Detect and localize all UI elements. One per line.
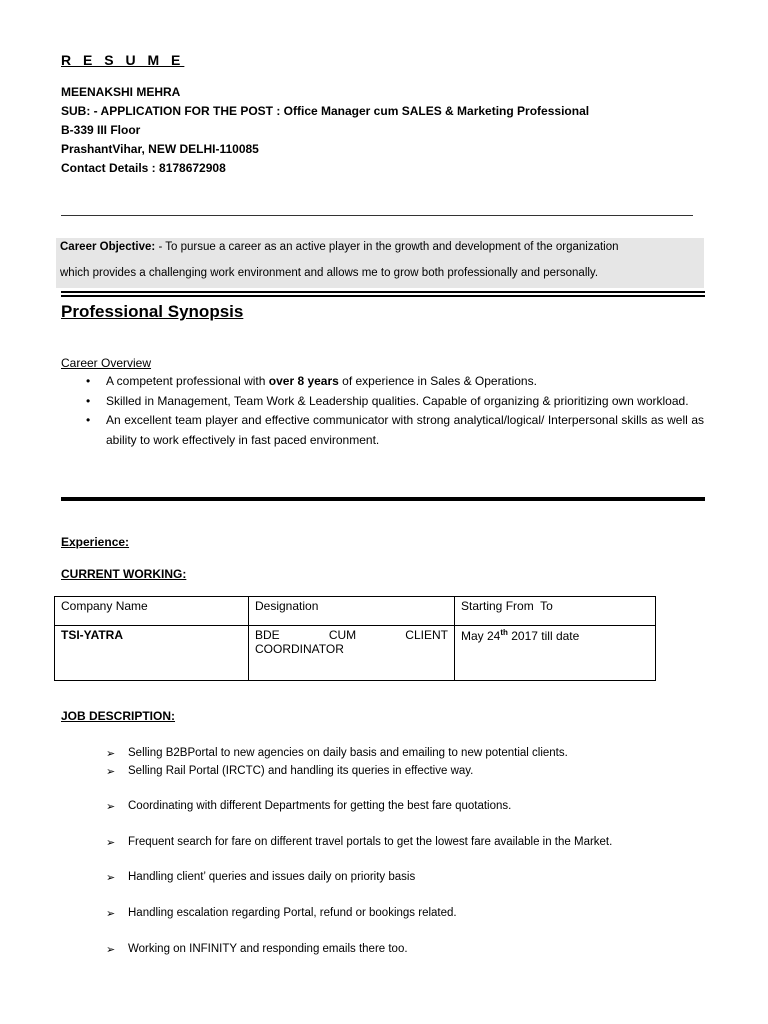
arrow-bullet-icon: ➢ — [106, 766, 116, 778]
resume-title: R E S U M E — [61, 52, 185, 68]
table-row — [55, 626, 656, 681]
arrow-bullet-icon: ➢ — [106, 872, 116, 884]
employment-dates: May 24th 2017 till date — [455, 626, 656, 681]
company-name: TSI-YATRA — [55, 626, 249, 681]
list-item: • A competent professional with over 8 years of experience in Sales & Operations. — [61, 372, 704, 392]
table-header-row — [55, 597, 656, 626]
subject-line: SUB: - APPLICATION FOR THE POST : Office Manager cum SALES & Marketing Professional — [61, 104, 590, 118]
arrow-bullet-icon: ➢ — [106, 944, 116, 956]
arrow-bullet-icon: ➢ — [106, 908, 116, 920]
career-overview-list — [61, 372, 704, 450]
bullet-icon: • — [86, 413, 91, 427]
designation: BDE CUM CLIENT COORDINATOR — [249, 626, 455, 681]
section-title-synopsis: Professional Synopsis — [61, 302, 244, 321]
arrow-bullet-icon: ➢ — [106, 837, 116, 849]
arrow-bullet-icon: ➢ — [106, 801, 116, 813]
experience-years: over 8 years — [268, 374, 339, 388]
contact-details: Contact Details : 8178672908 — [61, 161, 226, 175]
bullet-icon: • — [86, 374, 91, 388]
address-line-1: B-339 III Floor — [61, 123, 141, 137]
header-block — [61, 83, 589, 178]
current-working-title: CURRENT WORKING: — [61, 567, 187, 581]
double-rule — [61, 291, 705, 293]
header-dates: Starting From To — [455, 597, 656, 626]
separator-line — [61, 215, 693, 216]
arrow-bullet-icon: ➢ — [106, 748, 116, 760]
resume-page: R E S U M E MEENAKSHI MEHRA SUB: - APPLICATION FOR THE POST : Office Manager cum SALES & Marketing Professional B-339 III Floor PrashantVihar, NEW DELHI-110085 Contact Details : 8178672908 Career Objective: - To pursue a career as an active player in the growth and development of the organization which provides a challenging work environment and allows me to grow both professionally and personally. Professional Synopsis Career Overview • A competent professional with over 8 years of experience in Sales & Operations. • Skilled in Management, Team Work & Leadership qualities. Capable of organizing & prioritizing own workload. • An excellent team player and effective communicator with strong analytical/logical/ Interpersonal skills as well as ability to work effectively in fast paced environment. Experience: CURRENT WORKING: Company Name Designation Starting From To TSI-YATRA BDE CUM CLIENT COORDINATOR May 24th 2017 till date JOB DESCRIPTION: ➢ Selling B2BPortal to new agencies on daily basis and emailing to new potential clients. ➢ Selling Rail Portal (IRCTC) and handling its queries in effective way. ➢ Coordinating with different Departments for getting the best fare quotations. ➢ Frequent search for fare on different travel portals to get the lowest fare available in the Market. ➢ Handling client’ queries and issues daily on priority basis ➢ Handling escalation regarding Portal, refund or bookings related. ➢ Working on INFINITY and responding emails there too. — [0, 0, 768, 1024]
applicant-name: MEENAKSHI MEHRA — [61, 85, 181, 99]
objective-label: Career Objective: — [60, 241, 156, 253]
list-item: • An excellent team player and effective communicator with strong analytical/logical/ Interpersonal skills as well as ability to work effectively in fast paced environment. — [86, 413, 704, 447]
career-objective — [56, 238, 704, 288]
thick-rule — [61, 497, 705, 501]
header-company: Company Name — [55, 597, 249, 626]
list-item: • Skilled in Management, Team Work & Leadership qualities. Capable of organizing & prioritizing own workload. — [61, 392, 704, 412]
bullet-icon: • — [86, 393, 91, 408]
experience-table — [54, 596, 656, 681]
header-designation: Designation — [249, 597, 455, 626]
career-overview-title: Career Overview — [61, 356, 152, 370]
address-line-2: PrashantVihar, NEW DELHI-110085 — [61, 142, 259, 156]
objective-text-2: which provides a challenging work environment and allows me to grow both professionally and personally. — [60, 267, 599, 279]
objective-text-1: - To pursue a career as an active player in the growth and development of the organization — [155, 241, 619, 253]
job-description-title: JOB DESCRIPTION: — [61, 709, 176, 723]
experience-title: Experience: — [61, 535, 130, 549]
